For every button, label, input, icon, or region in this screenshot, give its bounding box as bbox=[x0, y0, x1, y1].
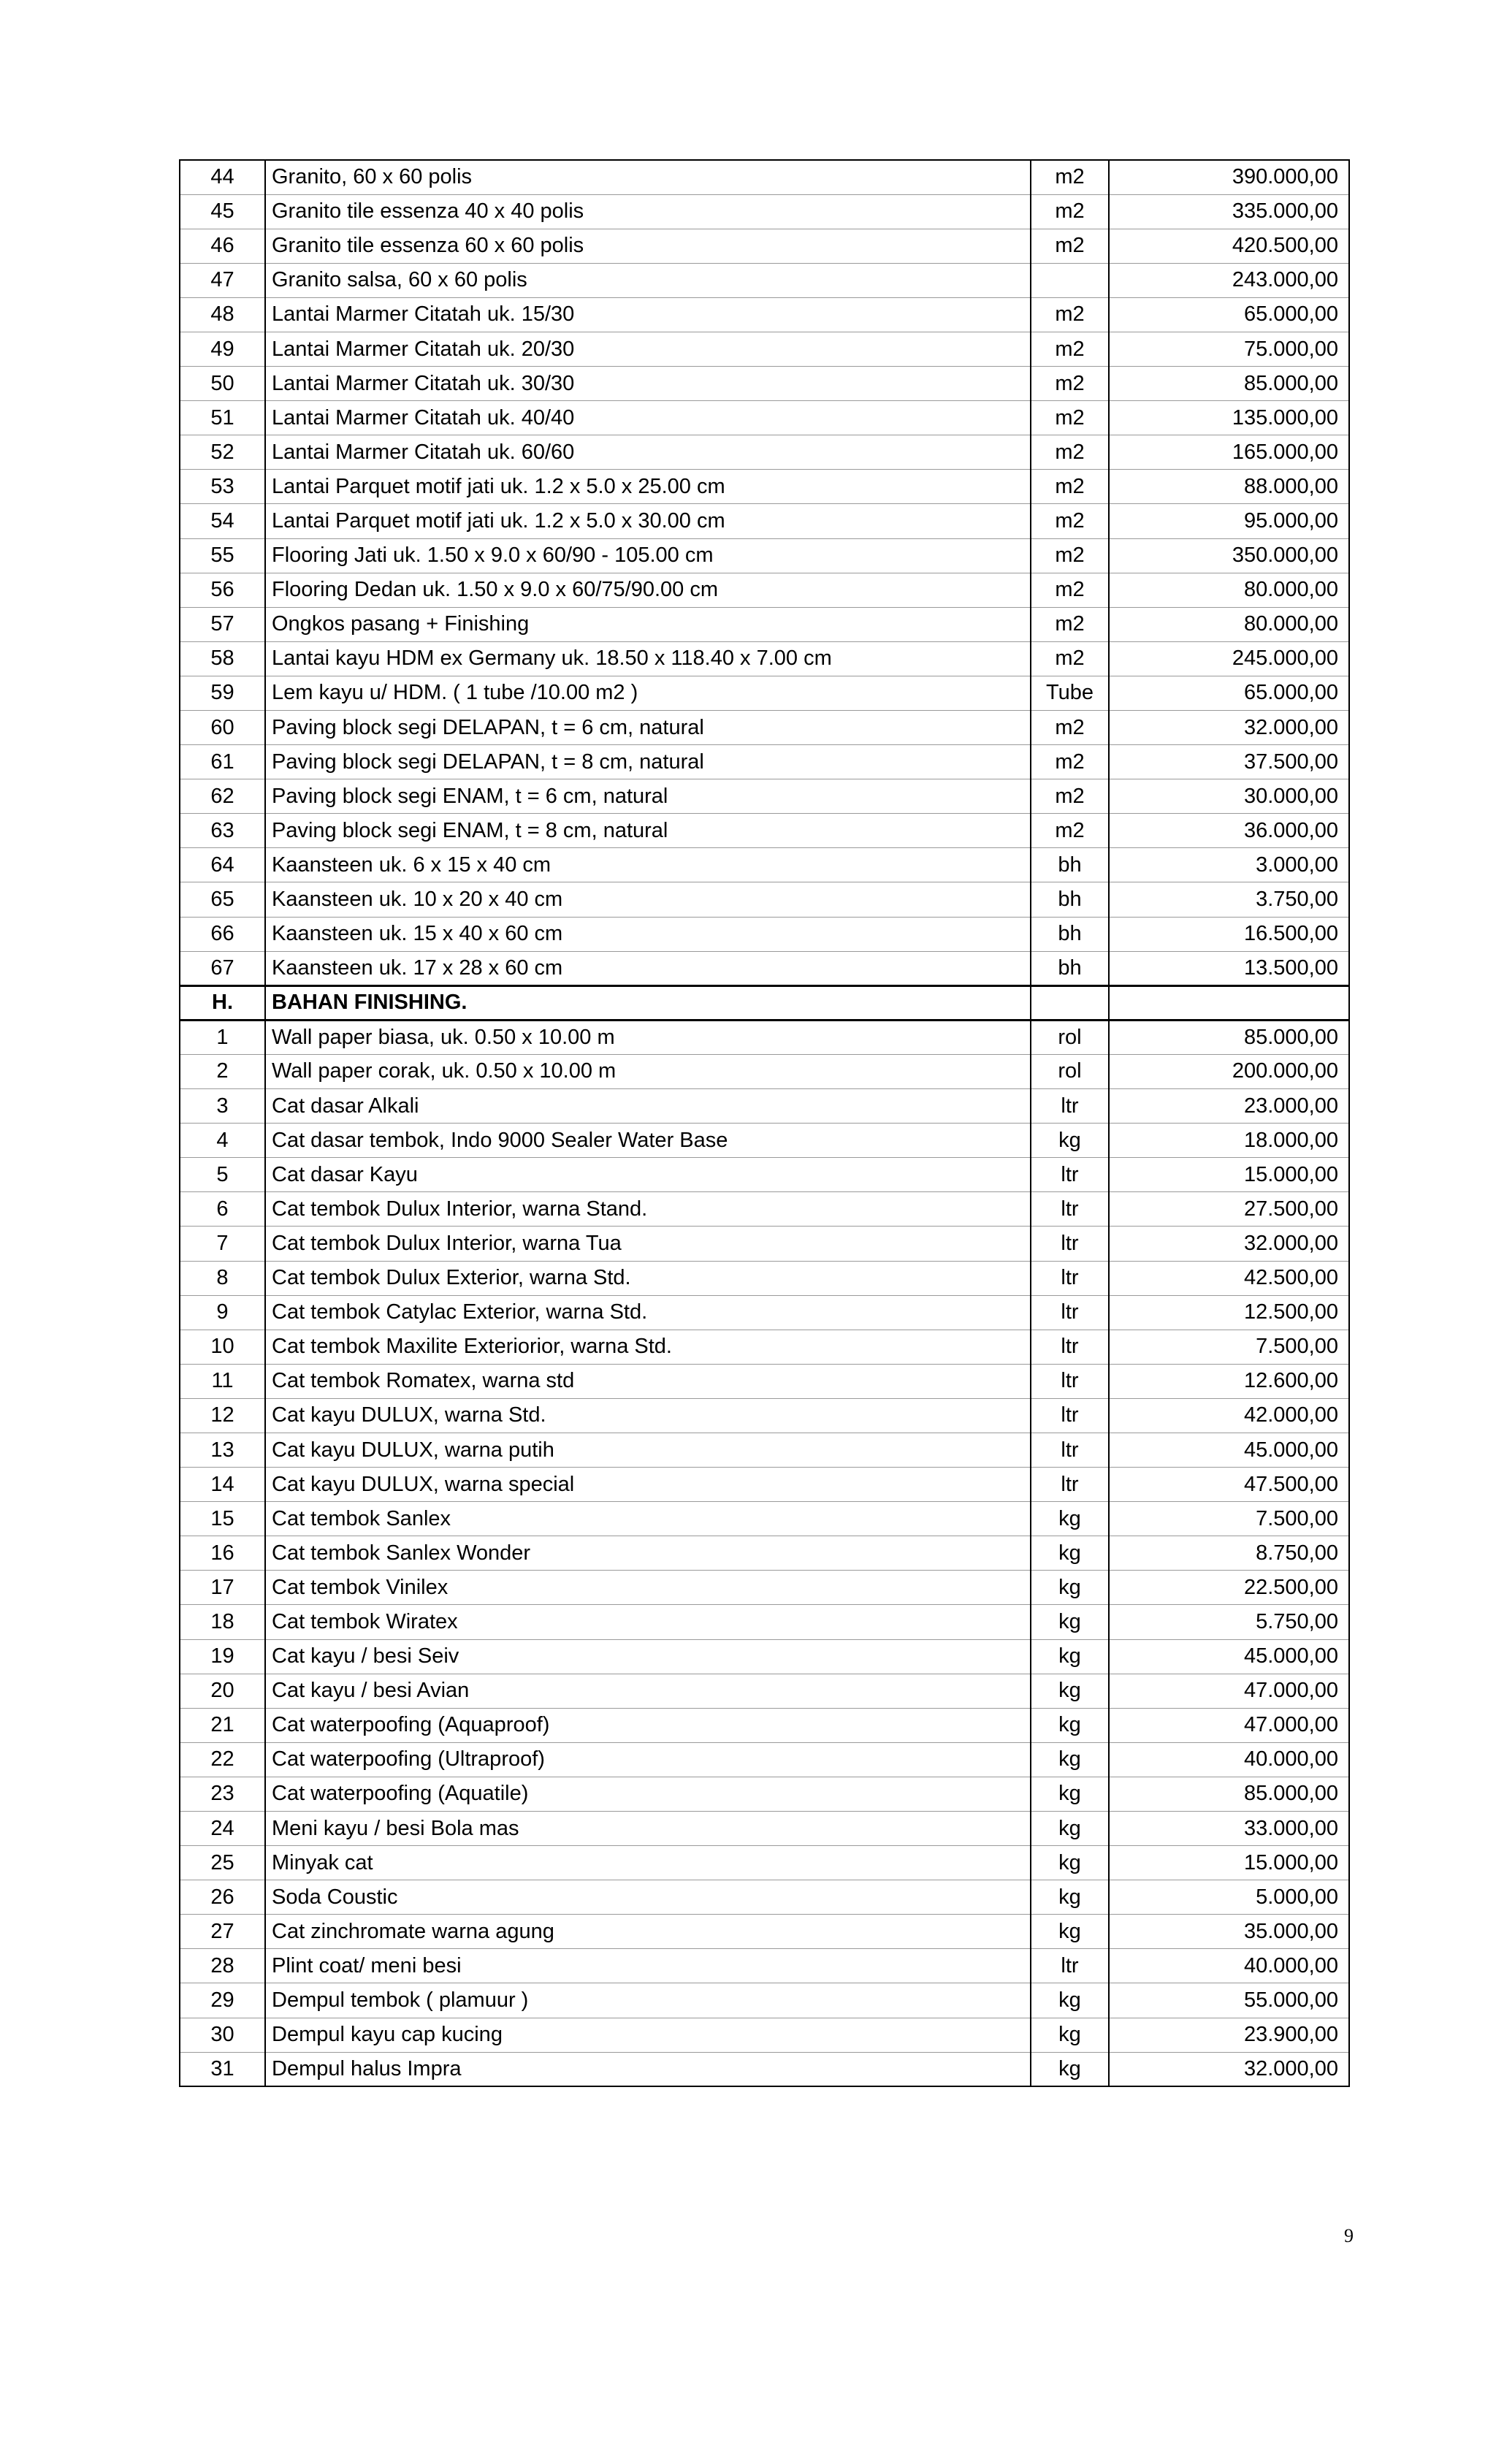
item-unit: ltr bbox=[1031, 1295, 1109, 1330]
table-row bbox=[180, 1605, 1349, 1639]
item-unit: m2 bbox=[1031, 745, 1109, 779]
item-unit: kg bbox=[1031, 1536, 1109, 1571]
item-price: 47.000,00 bbox=[1109, 1708, 1349, 1742]
table-row bbox=[180, 1777, 1349, 1811]
table-row bbox=[180, 779, 1349, 814]
table-row bbox=[180, 1295, 1349, 1330]
item-number: 49 bbox=[180, 332, 265, 366]
item-unit: kg bbox=[1031, 1915, 1109, 1949]
item-description: Ongkos pasang + Finishing bbox=[265, 607, 1031, 641]
item-number: 45 bbox=[180, 194, 265, 229]
item-number: 30 bbox=[180, 2018, 265, 2052]
item-unit: ltr bbox=[1031, 1433, 1109, 1467]
table-row bbox=[180, 1708, 1349, 1742]
item-price: 200.000,00 bbox=[1109, 1054, 1349, 1088]
item-price: 7.500,00 bbox=[1109, 1330, 1349, 1364]
section-header-row bbox=[180, 985, 1349, 1020]
item-description: Cat tembok Vinilex bbox=[265, 1571, 1031, 1605]
item-description: Cat kayu DULUX, warna putih bbox=[265, 1433, 1031, 1467]
table-row bbox=[180, 1433, 1349, 1467]
item-price: 42.000,00 bbox=[1109, 1398, 1349, 1433]
table-row bbox=[180, 1398, 1349, 1433]
item-number: 12 bbox=[180, 1398, 265, 1433]
item-description: Kaansteen uk. 6 x 15 x 40 cm bbox=[265, 848, 1031, 882]
item-unit: kg bbox=[1031, 1674, 1109, 1708]
item-price: 42.500,00 bbox=[1109, 1261, 1349, 1295]
item-number: 59 bbox=[180, 676, 265, 710]
item-description: Granito, 60 x 60 polis bbox=[265, 160, 1031, 194]
item-number: 16 bbox=[180, 1536, 265, 1571]
item-price: 5.750,00 bbox=[1109, 1605, 1349, 1639]
item-unit: m2 bbox=[1031, 332, 1109, 366]
item-unit: kg bbox=[1031, 2018, 1109, 2052]
item-description: Kaansteen uk. 17 x 28 x 60 cm bbox=[265, 951, 1031, 985]
item-description: Flooring Jati uk. 1.50 x 9.0 x 60/90 - 105.00 cm bbox=[265, 538, 1031, 573]
item-number: 48 bbox=[180, 297, 265, 332]
item-number: 26 bbox=[180, 1880, 265, 1915]
item-number: 65 bbox=[180, 882, 265, 917]
table-row bbox=[180, 401, 1349, 435]
item-number: 44 bbox=[180, 160, 265, 194]
item-number: 54 bbox=[180, 504, 265, 538]
table-row bbox=[180, 1124, 1349, 1158]
item-price: 75.000,00 bbox=[1109, 332, 1349, 366]
item-price bbox=[1109, 985, 1349, 1020]
item-number: H. bbox=[180, 985, 265, 1020]
item-unit: m2 bbox=[1031, 573, 1109, 607]
item-number: 11 bbox=[180, 1364, 265, 1398]
item-number: 13 bbox=[180, 1433, 265, 1467]
table-row bbox=[180, 1639, 1349, 1674]
item-description: Kaansteen uk. 10 x 20 x 40 cm bbox=[265, 882, 1031, 917]
table-row bbox=[180, 2018, 1349, 2052]
table-row bbox=[180, 1674, 1349, 1708]
table-row bbox=[180, 1536, 1349, 1571]
item-unit: m2 bbox=[1031, 229, 1109, 263]
item-price: 23.900,00 bbox=[1109, 2018, 1349, 2052]
item-number: 29 bbox=[180, 1983, 265, 2018]
item-unit: ltr bbox=[1031, 1261, 1109, 1295]
item-number: 51 bbox=[180, 401, 265, 435]
item-number: 61 bbox=[180, 745, 265, 779]
item-description: Cat kayu / besi Seiv bbox=[265, 1639, 1031, 1674]
table-row bbox=[180, 263, 1349, 297]
table-row bbox=[180, 882, 1349, 917]
table-row bbox=[180, 573, 1349, 607]
item-price: 88.000,00 bbox=[1109, 470, 1349, 504]
item-number: 63 bbox=[180, 814, 265, 848]
item-number: 20 bbox=[180, 1674, 265, 1708]
item-description: Plint coat/ meni besi bbox=[265, 1949, 1031, 1983]
table-row bbox=[180, 848, 1349, 882]
table-row bbox=[180, 1812, 1349, 1846]
item-description: Lantai Marmer Citatah uk. 40/40 bbox=[265, 401, 1031, 435]
item-description: Wall paper corak, uk. 0.50 x 10.00 m bbox=[265, 1054, 1031, 1088]
item-number: 66 bbox=[180, 917, 265, 951]
item-number: 52 bbox=[180, 435, 265, 470]
item-unit: bh bbox=[1031, 951, 1109, 985]
item-price: 8.750,00 bbox=[1109, 1536, 1349, 1571]
item-description: Lantai Marmer Citatah uk. 15/30 bbox=[265, 297, 1031, 332]
item-unit: ltr bbox=[1031, 1158, 1109, 1192]
item-description: Cat zinchromate warna agung bbox=[265, 1915, 1031, 1949]
item-price: 33.000,00 bbox=[1109, 1812, 1349, 1846]
item-price: 35.000,00 bbox=[1109, 1915, 1349, 1949]
item-unit: rol bbox=[1031, 1020, 1109, 1054]
item-unit: kg bbox=[1031, 1605, 1109, 1639]
item-number: 58 bbox=[180, 641, 265, 676]
item-price: 95.000,00 bbox=[1109, 504, 1349, 538]
item-description: Cat waterpoofing (Aquaproof) bbox=[265, 1708, 1031, 1742]
item-price: 55.000,00 bbox=[1109, 1983, 1349, 2018]
table-row bbox=[180, 229, 1349, 263]
item-number: 18 bbox=[180, 1605, 265, 1639]
item-number: 1 bbox=[180, 1020, 265, 1054]
item-price: 245.000,00 bbox=[1109, 641, 1349, 676]
table-row bbox=[180, 504, 1349, 538]
item-number: 46 bbox=[180, 229, 265, 263]
item-price: 45.000,00 bbox=[1109, 1639, 1349, 1674]
item-price: 335.000,00 bbox=[1109, 194, 1349, 229]
item-description: Dempul halus Impra bbox=[265, 2052, 1031, 2086]
table-row bbox=[180, 1158, 1349, 1192]
table-row bbox=[180, 1364, 1349, 1398]
table-row bbox=[180, 2052, 1349, 2086]
item-price: 32.000,00 bbox=[1109, 1227, 1349, 1261]
table-row bbox=[180, 1915, 1349, 1949]
item-number: 9 bbox=[180, 1295, 265, 1330]
item-description: Cat tembok Sanlex bbox=[265, 1502, 1031, 1536]
item-number: 10 bbox=[180, 1330, 265, 1364]
price-table-body bbox=[180, 160, 1349, 2086]
item-description: Flooring Dedan uk. 1.50 x 9.0 x 60/75/90.00 cm bbox=[265, 573, 1031, 607]
item-unit: Tube bbox=[1031, 676, 1109, 710]
item-unit: kg bbox=[1031, 1880, 1109, 1915]
item-price: 85.000,00 bbox=[1109, 367, 1349, 401]
item-price: 390.000,00 bbox=[1109, 160, 1349, 194]
item-description: Dempul kayu cap kucing bbox=[265, 2018, 1031, 2052]
item-unit: m2 bbox=[1031, 504, 1109, 538]
table-row bbox=[180, 951, 1349, 985]
item-price: 23.000,00 bbox=[1109, 1089, 1349, 1124]
item-description: Cat tembok Romatex, warna std bbox=[265, 1364, 1031, 1398]
item-description: Lantai Marmer Citatah uk. 60/60 bbox=[265, 435, 1031, 470]
item-description: Paving block segi ENAM, t = 8 cm, natural bbox=[265, 814, 1031, 848]
item-number: 67 bbox=[180, 951, 265, 985]
item-number: 3 bbox=[180, 1089, 265, 1124]
item-price: 32.000,00 bbox=[1109, 711, 1349, 745]
item-description: Cat tembok Catylac Exterior, warna Std. bbox=[265, 1295, 1031, 1330]
item-price: 22.500,00 bbox=[1109, 1571, 1349, 1605]
item-description: Soda Coustic bbox=[265, 1880, 1031, 1915]
item-price: 85.000,00 bbox=[1109, 1020, 1349, 1054]
table-row bbox=[180, 435, 1349, 470]
table-row bbox=[180, 1261, 1349, 1295]
item-number: 8 bbox=[180, 1261, 265, 1295]
table-row bbox=[180, 676, 1349, 710]
item-description: Cat tembok Dulux Interior, warna Tua bbox=[265, 1227, 1031, 1261]
item-unit: m2 bbox=[1031, 607, 1109, 641]
item-unit: kg bbox=[1031, 1502, 1109, 1536]
item-number: 25 bbox=[180, 1846, 265, 1880]
item-number: 2 bbox=[180, 1054, 265, 1088]
item-unit bbox=[1031, 985, 1109, 1020]
item-unit: kg bbox=[1031, 2052, 1109, 2086]
table-row bbox=[180, 1330, 1349, 1364]
table-row bbox=[180, 297, 1349, 332]
item-description: Granito tile essenza 60 x 60 polis bbox=[265, 229, 1031, 263]
item-unit: kg bbox=[1031, 1742, 1109, 1777]
item-unit: ltr bbox=[1031, 1089, 1109, 1124]
item-price: 40.000,00 bbox=[1109, 1949, 1349, 1983]
item-description: Dempul tembok ( plamuur ) bbox=[265, 1983, 1031, 2018]
item-description: Lantai Marmer Citatah uk. 30/30 bbox=[265, 367, 1031, 401]
item-price: 15.000,00 bbox=[1109, 1158, 1349, 1192]
item-price: 36.000,00 bbox=[1109, 814, 1349, 848]
item-number: 31 bbox=[180, 2052, 265, 2086]
item-unit: ltr bbox=[1031, 1949, 1109, 1983]
item-number: 64 bbox=[180, 848, 265, 882]
item-description: Paving block segi DELAPAN, t = 6 cm, natural bbox=[265, 711, 1031, 745]
item-description: Minyak cat bbox=[265, 1846, 1031, 1880]
page-number: 9 bbox=[1344, 2225, 1354, 2246]
item-price: 12.500,00 bbox=[1109, 1295, 1349, 1330]
item-unit: m2 bbox=[1031, 814, 1109, 848]
item-unit: rol bbox=[1031, 1054, 1109, 1088]
item-number: 27 bbox=[180, 1915, 265, 1949]
table-row bbox=[180, 1502, 1349, 1536]
table-row bbox=[180, 917, 1349, 951]
table-row bbox=[180, 1742, 1349, 1777]
item-price: 37.500,00 bbox=[1109, 745, 1349, 779]
item-price: 12.600,00 bbox=[1109, 1364, 1349, 1398]
table-row bbox=[180, 1468, 1349, 1502]
item-unit: kg bbox=[1031, 1812, 1109, 1846]
item-price: 3.000,00 bbox=[1109, 848, 1349, 882]
item-unit: m2 bbox=[1031, 779, 1109, 814]
item-unit: kg bbox=[1031, 1983, 1109, 2018]
table-row bbox=[180, 711, 1349, 745]
item-unit: m2 bbox=[1031, 470, 1109, 504]
item-description: Paving block segi ENAM, t = 6 cm, natural bbox=[265, 779, 1031, 814]
table-row bbox=[180, 1949, 1349, 1983]
item-number: 15 bbox=[180, 1502, 265, 1536]
item-unit: ltr bbox=[1031, 1468, 1109, 1502]
item-number: 19 bbox=[180, 1639, 265, 1674]
item-description: Cat tembok Wiratex bbox=[265, 1605, 1031, 1639]
table-row bbox=[180, 745, 1349, 779]
item-price: 135.000,00 bbox=[1109, 401, 1349, 435]
item-price: 30.000,00 bbox=[1109, 779, 1349, 814]
item-unit: kg bbox=[1031, 1708, 1109, 1742]
item-unit: ltr bbox=[1031, 1398, 1109, 1433]
item-number: 53 bbox=[180, 470, 265, 504]
item-price: 5.000,00 bbox=[1109, 1880, 1349, 1915]
table-row bbox=[180, 1020, 1349, 1054]
item-price: 420.500,00 bbox=[1109, 229, 1349, 263]
item-number: 14 bbox=[180, 1468, 265, 1502]
item-price: 65.000,00 bbox=[1109, 676, 1349, 710]
item-unit: kg bbox=[1031, 1777, 1109, 1811]
item-description: Cat dasar Kayu bbox=[265, 1158, 1031, 1192]
item-unit: m2 bbox=[1031, 297, 1109, 332]
item-description: Lem kayu u/ HDM. ( 1 tube /10.00 m2 ) bbox=[265, 676, 1031, 710]
item-number: 24 bbox=[180, 1812, 265, 1846]
item-description: Cat dasar Alkali bbox=[265, 1089, 1031, 1124]
item-description: Cat kayu / besi Avian bbox=[265, 1674, 1031, 1708]
item-price: 3.750,00 bbox=[1109, 882, 1349, 917]
item-description: Granito salsa, 60 x 60 polis bbox=[265, 263, 1031, 297]
item-price: 165.000,00 bbox=[1109, 435, 1349, 470]
item-unit bbox=[1031, 263, 1109, 297]
table-row bbox=[180, 1054, 1349, 1088]
table-row bbox=[180, 160, 1349, 194]
item-unit: kg bbox=[1031, 1124, 1109, 1158]
item-description: Cat dasar tembok, Indo 9000 Sealer Water Base bbox=[265, 1124, 1031, 1158]
item-number: 57 bbox=[180, 607, 265, 641]
item-unit: kg bbox=[1031, 1639, 1109, 1674]
item-price: 18.000,00 bbox=[1109, 1124, 1349, 1158]
item-unit: bh bbox=[1031, 882, 1109, 917]
item-number: 7 bbox=[180, 1227, 265, 1261]
item-number: 47 bbox=[180, 263, 265, 297]
table-row bbox=[180, 470, 1349, 504]
item-unit: bh bbox=[1031, 917, 1109, 951]
item-unit: m2 bbox=[1031, 641, 1109, 676]
item-price: 47.500,00 bbox=[1109, 1468, 1349, 1502]
item-price: 80.000,00 bbox=[1109, 607, 1349, 641]
item-number: 62 bbox=[180, 779, 265, 814]
item-description: Cat tembok Dulux Exterior, warna Std. bbox=[265, 1261, 1031, 1295]
item-number: 50 bbox=[180, 367, 265, 401]
item-unit: m2 bbox=[1031, 711, 1109, 745]
item-unit: kg bbox=[1031, 1846, 1109, 1880]
item-description: Wall paper biasa, uk. 0.50 x 10.00 m bbox=[265, 1020, 1031, 1054]
price-table bbox=[179, 159, 1350, 2087]
item-price: 40.000,00 bbox=[1109, 1742, 1349, 1777]
item-price: 32.000,00 bbox=[1109, 2052, 1349, 2086]
item-description: Lantai Parquet motif jati uk. 1.2 x 5.0 x 30.00 cm bbox=[265, 504, 1031, 538]
item-unit: ltr bbox=[1031, 1330, 1109, 1364]
item-price: 15.000,00 bbox=[1109, 1846, 1349, 1880]
item-number: 56 bbox=[180, 573, 265, 607]
item-description: Cat tembok Sanlex Wonder bbox=[265, 1536, 1031, 1571]
item-unit: m2 bbox=[1031, 401, 1109, 435]
item-price: 243.000,00 bbox=[1109, 263, 1349, 297]
item-price: 85.000,00 bbox=[1109, 1777, 1349, 1811]
table-row bbox=[180, 1192, 1349, 1227]
item-description: Lantai Marmer Citatah uk. 20/30 bbox=[265, 332, 1031, 366]
item-description: BAHAN FINISHING. bbox=[265, 985, 1031, 1020]
item-description: Kaansteen uk. 15 x 40 x 60 cm bbox=[265, 917, 1031, 951]
item-description: Paving block segi DELAPAN, t = 8 cm, natural bbox=[265, 745, 1031, 779]
item-unit: m2 bbox=[1031, 367, 1109, 401]
item-price: 45.000,00 bbox=[1109, 1433, 1349, 1467]
item-number: 22 bbox=[180, 1742, 265, 1777]
item-description: Meni kayu / besi Bola mas bbox=[265, 1812, 1031, 1846]
table-row bbox=[180, 641, 1349, 676]
table-row bbox=[180, 1571, 1349, 1605]
table-row bbox=[180, 194, 1349, 229]
item-number: 17 bbox=[180, 1571, 265, 1605]
item-unit: kg bbox=[1031, 1571, 1109, 1605]
item-description: Cat tembok Dulux Interior, warna Stand. bbox=[265, 1192, 1031, 1227]
item-description: Lantai kayu HDM ex Germany uk. 18.50 x 118.40 x 7.00 cm bbox=[265, 641, 1031, 676]
item-number: 23 bbox=[180, 1777, 265, 1811]
item-number: 60 bbox=[180, 711, 265, 745]
item-unit: m2 bbox=[1031, 435, 1109, 470]
item-description: Lantai Parquet motif jati uk. 1.2 x 5.0 x 25.00 cm bbox=[265, 470, 1031, 504]
item-number: 55 bbox=[180, 538, 265, 573]
item-number: 5 bbox=[180, 1158, 265, 1192]
table-row bbox=[180, 1983, 1349, 2018]
item-description: Granito tile essenza 40 x 40 polis bbox=[265, 194, 1031, 229]
item-description: Cat kayu DULUX, warna special bbox=[265, 1468, 1031, 1502]
table-row bbox=[180, 607, 1349, 641]
item-unit: m2 bbox=[1031, 160, 1109, 194]
item-number: 4 bbox=[180, 1124, 265, 1158]
item-description: Cat waterpoofing (Aquatile) bbox=[265, 1777, 1031, 1811]
item-unit: ltr bbox=[1031, 1227, 1109, 1261]
table-row bbox=[180, 1846, 1349, 1880]
item-price: 80.000,00 bbox=[1109, 573, 1349, 607]
item-number: 21 bbox=[180, 1708, 265, 1742]
item-price: 16.500,00 bbox=[1109, 917, 1349, 951]
item-unit: m2 bbox=[1031, 538, 1109, 573]
item-price: 13.500,00 bbox=[1109, 951, 1349, 985]
item-price: 65.000,00 bbox=[1109, 297, 1349, 332]
item-description: Cat waterpoofing (Ultraproof) bbox=[265, 1742, 1031, 1777]
item-unit: bh bbox=[1031, 848, 1109, 882]
item-description: Cat tembok Maxilite Exteriorior, warna Std. bbox=[265, 1330, 1031, 1364]
table-row bbox=[180, 367, 1349, 401]
item-price: 350.000,00 bbox=[1109, 538, 1349, 573]
table-row bbox=[180, 1227, 1349, 1261]
item-unit: ltr bbox=[1031, 1192, 1109, 1227]
item-price: 47.000,00 bbox=[1109, 1674, 1349, 1708]
table-row bbox=[180, 814, 1349, 848]
table-row bbox=[180, 538, 1349, 573]
item-description: Cat kayu DULUX, warna Std. bbox=[265, 1398, 1031, 1433]
item-price: 7.500,00 bbox=[1109, 1502, 1349, 1536]
item-unit: m2 bbox=[1031, 194, 1109, 229]
item-price: 27.500,00 bbox=[1109, 1192, 1349, 1227]
item-unit: ltr bbox=[1031, 1364, 1109, 1398]
table-row bbox=[180, 1880, 1349, 1915]
table-row bbox=[180, 1089, 1349, 1124]
item-number: 28 bbox=[180, 1949, 265, 1983]
item-number: 6 bbox=[180, 1192, 265, 1227]
table-row bbox=[180, 332, 1349, 366]
